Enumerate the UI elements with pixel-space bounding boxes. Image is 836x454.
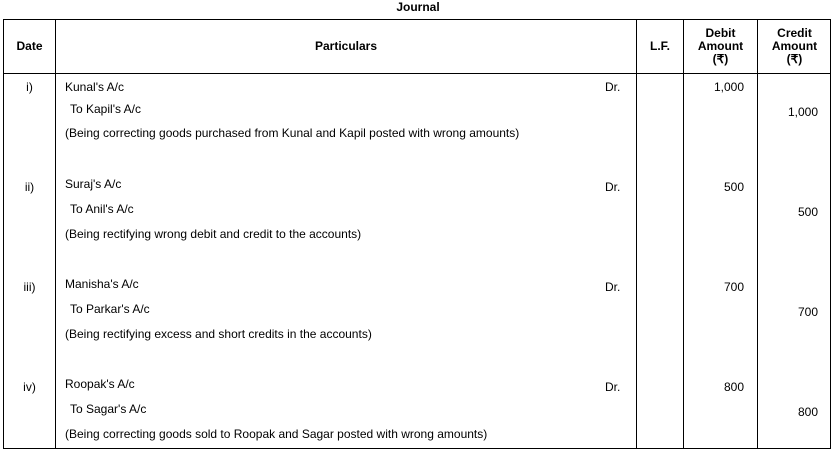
entry-credit-amount: 500: [797, 205, 818, 219]
entry-dr-label: Dr.: [605, 380, 621, 394]
entry-credit-account: To Sagar's A/c: [70, 402, 147, 416]
header-debit-line-3: (₹): [712, 52, 729, 66]
entry-date: ii): [24, 180, 35, 194]
entry-debit-account: Suraj's A/c: [65, 177, 122, 191]
header-date: Date: [16, 39, 43, 53]
column-divider-debit: [757, 19, 758, 449]
entry-debit-account: Manisha's A/c: [65, 277, 139, 291]
entry-debit-account: Kunal's A/c: [65, 80, 124, 94]
entry-narration: (Being correcting goods purchased from Kunal and Kapil posted with wrong amounts): [65, 126, 520, 140]
entry-credit-account: To Parkar's A/c: [70, 302, 150, 316]
column-divider-date: [55, 19, 56, 449]
header-credit-amount: [758, 27, 831, 66]
entry-debit-amount: 500: [723, 180, 744, 194]
entry-narration: (Being rectifying excess and short credits in the accounts): [65, 327, 372, 341]
header-credit-line-2: Amount: [771, 39, 818, 53]
entry-debit-account: Roopak's A/c: [65, 377, 135, 391]
entry-date: iii): [23, 280, 36, 294]
entry-narration: (Being correcting goods sold to Roopak and Sagar posted with wrong amounts): [65, 427, 488, 441]
entry-credit-account: To Anil's A/c: [70, 202, 134, 216]
entry-dr-label: Dr.: [605, 180, 621, 194]
journal-title: Journal: [396, 0, 440, 14]
entry-credit-amount: 700: [797, 305, 818, 319]
header-lf: L.F.: [650, 39, 670, 53]
header-credit-line-3: (₹): [786, 52, 803, 66]
entry-dr-label: Dr.: [605, 80, 621, 94]
entry-credit-account: To Kapil's A/c: [70, 102, 141, 116]
header-debit-line-1: Debit: [705, 26, 736, 40]
header-debit-amount: [684, 27, 757, 66]
header-particulars: Particulars: [314, 39, 378, 53]
entry-debit-amount: 700: [723, 280, 744, 294]
entry-credit-amount: 1,000: [787, 105, 818, 119]
entry-debit-amount: 800: [723, 380, 744, 394]
entry-narration: (Being rectifying wrong debit and credit to the accounts): [65, 227, 362, 241]
header-credit-line-1: Credit: [777, 26, 812, 40]
header-debit-line-2: Amount: [697, 39, 744, 53]
entry-dr-label: Dr.: [605, 280, 621, 294]
entry-date: i): [26, 80, 33, 94]
entry-credit-amount: 800: [797, 405, 818, 419]
entry-debit-amount: 1,000: [713, 80, 744, 94]
header-divider: [3, 73, 831, 74]
column-divider-particulars: [636, 19, 637, 449]
entry-date: iv): [23, 380, 36, 394]
